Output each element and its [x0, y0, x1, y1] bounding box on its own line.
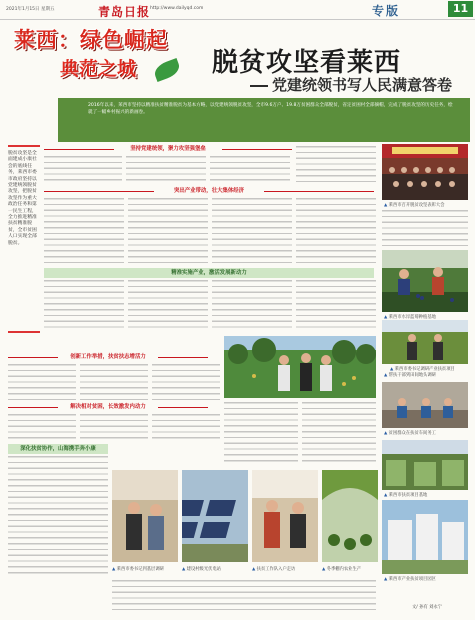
article-column	[296, 280, 376, 332]
banner-title	[4, 22, 182, 94]
greenhouse-photo	[322, 470, 378, 562]
visit-photo	[252, 470, 318, 562]
article-column	[224, 402, 298, 464]
dash-divider	[250, 85, 268, 87]
leaf-icon	[152, 58, 182, 82]
heading-rule	[222, 149, 292, 150]
article-column	[128, 198, 208, 266]
newspaper-logo: 青岛日报	[98, 5, 151, 19]
section-heading-3: 精准实施产业，激活发展新动力	[44, 268, 374, 278]
solar-photo	[182, 470, 248, 562]
issue-date: 2021年1月15日 星期五	[6, 7, 55, 12]
section-heading-2: 突出产业带动，壮大集体经济	[44, 186, 374, 196]
photo-caption: ▲ 冬季棚内农业生产	[322, 566, 378, 572]
subheadline-text: 党建统领书写人民满意答卷	[272, 76, 453, 94]
article-column	[44, 156, 122, 184]
article-column	[126, 156, 206, 184]
section-heading-1: 坚持党建统领，聚力攻坚强堡垒	[44, 144, 292, 154]
intro-box: 2016年以来，莱西市坚持以精准扶贫精准脱贫为基本方略，以党建统领脱贫攻坚，全市9.6万户、19.8万贫困群众全部脱贫，省定贫困村全部摘帽，完成了脱贫攻坚的历史任务，绘就了一幅乡村振兴的新画卷。	[58, 98, 470, 142]
article-column	[210, 156, 290, 184]
article-column	[152, 414, 220, 442]
left-sidebar-text: 脱贫攻坚是全面建成小康社会的底线任务，莱西市委市政府坚持以党建统领脱贫攻坚，把脱贫攻坚作为重大政治任务和第一民生工程，全力推进精准扶贫精准脱贫，全市贫困人口实现全部脱贫。	[8, 145, 40, 333]
photo-caption: ▲ 莱西市产业扶贫项目园区	[384, 576, 468, 582]
article-column	[302, 402, 376, 464]
base-photo	[382, 440, 468, 490]
page-number: 11	[448, 1, 473, 17]
photo-caption: ▲ 莱西市委书记到基层调研	[112, 566, 178, 572]
article-column	[128, 280, 208, 332]
photo-caption: ▲ 建设村级光伏电站	[182, 566, 248, 572]
website-url[interactable]: http://www.dailyqd.com	[150, 6, 204, 11]
masthead	[0, 0, 475, 20]
section-heading-4: 创新工作举措，扶贫扶志增活力	[8, 352, 208, 362]
photo-caption: ▲ 帮扶干部到田间地头调研	[384, 372, 468, 378]
article-column	[80, 414, 148, 442]
photo-caption: ▲ 莱西市委书记调研产业扶贫项目	[390, 366, 470, 372]
workshop-photo	[382, 382, 468, 428]
officials-photo	[224, 336, 376, 398]
article-column	[296, 146, 376, 182]
article-column	[80, 364, 148, 400]
article-column	[8, 414, 76, 442]
article-column	[8, 364, 76, 400]
page-subheadline	[250, 74, 452, 95]
photo-caption: ▲ 莱西市召开脱贫攻坚表彰大会	[384, 202, 468, 208]
article-column	[112, 580, 376, 610]
author-byline: 文/ 孙有 刘永宁	[412, 605, 442, 610]
photo-caption: ▲ 莱西市水岸蓝莓种植基地	[384, 314, 468, 320]
article-column	[44, 198, 124, 266]
article-column	[44, 280, 124, 332]
park-photo	[382, 500, 468, 574]
page-headline: 脱贫攻坚看莱西	[212, 48, 402, 78]
banner-line-2: 典范之城	[60, 58, 137, 80]
article-column	[212, 280, 292, 332]
photo-caption: ▲ 贫困群众在扶贫车间务工	[384, 430, 468, 436]
section-heading-5: 解决相对贫困，长效激发内动力	[8, 402, 208, 412]
article-column	[212, 198, 292, 266]
photo-caption: ▲ 莱西市扶贫项目基地	[384, 492, 468, 498]
banner-line-1: 莱西：绿色崛起	[14, 27, 168, 52]
article-column	[296, 198, 376, 266]
section-title: 专版	[372, 4, 401, 18]
blueberry-photo	[382, 250, 468, 312]
field-photo	[382, 320, 468, 364]
article-column	[382, 210, 468, 246]
meeting-photo	[382, 144, 468, 200]
article-column	[8, 456, 108, 574]
secretary-photo	[112, 470, 178, 562]
article-column	[152, 364, 220, 400]
heading-rule	[44, 149, 114, 150]
section-heading-6: 深化扶贫协作，山海携手奔小康	[8, 444, 108, 454]
photo-caption: ▲ 扶贫工作队入户走访	[252, 566, 318, 572]
